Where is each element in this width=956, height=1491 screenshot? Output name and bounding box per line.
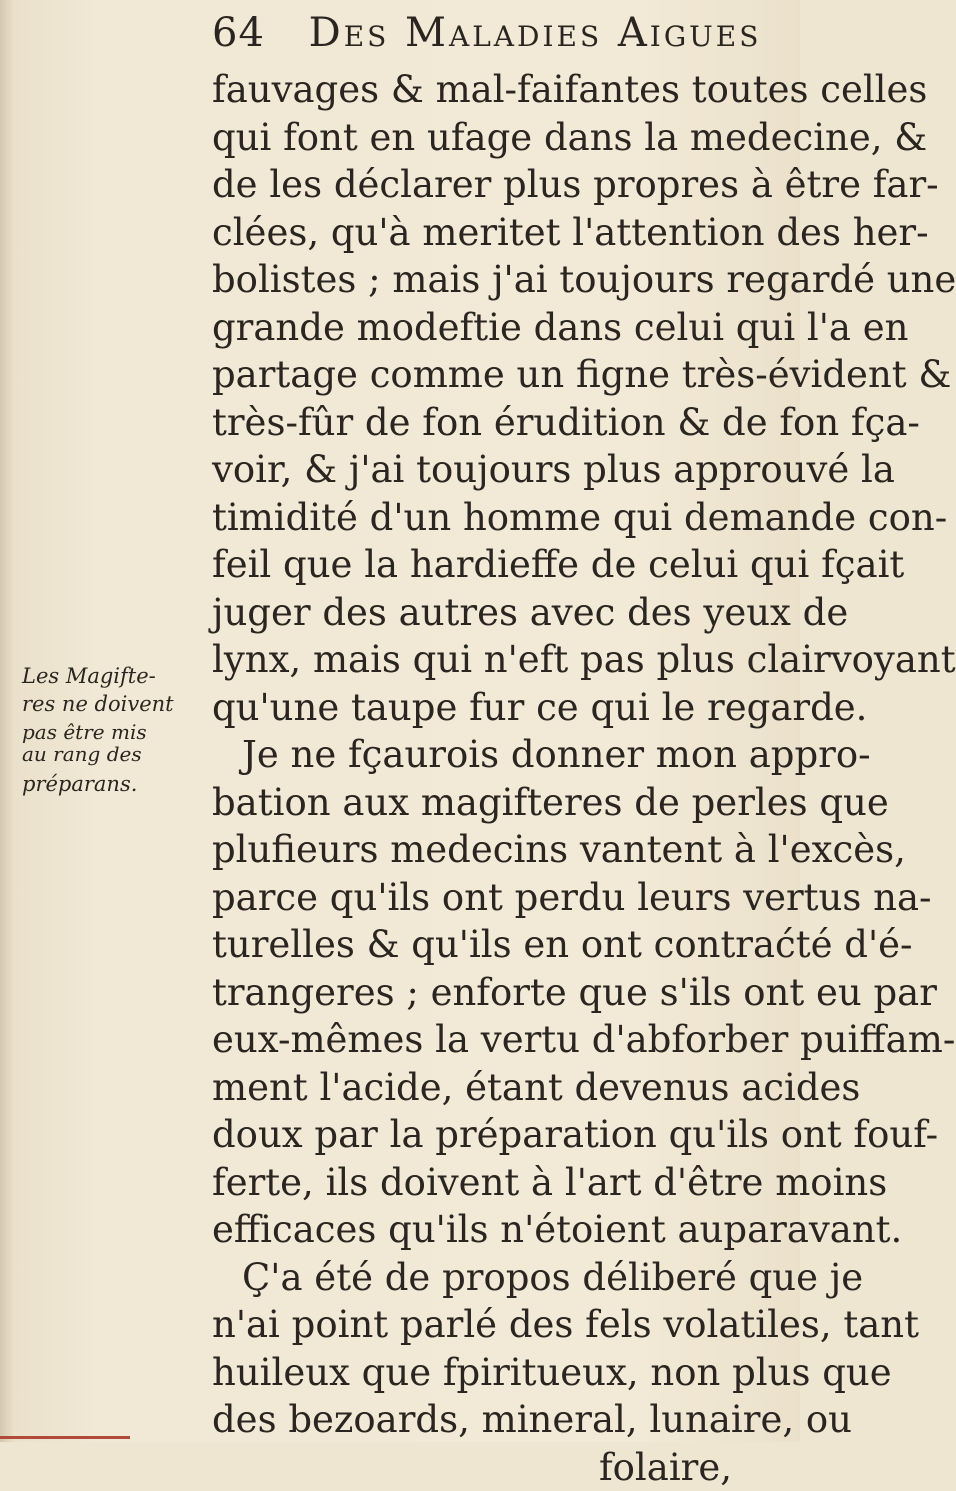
paragraph-start-line: Ç'a été de propos déliberé que je — [212, 1254, 772, 1302]
text-line: grande modeftie dans celui qui l'a en — [212, 304, 772, 352]
text-line: des bezoards, mineral, lunaire, ou — [212, 1396, 772, 1444]
binding-thread — [0, 1436, 130, 1439]
text-line: qu'une taupe fur ce qui le regarde. — [212, 684, 772, 732]
text-line: trangeres ; enforte que s'ils ont eu par — [212, 969, 772, 1017]
text-line: qui font en ufage dans la medecine, & — [212, 114, 772, 162]
text-line: voir, & j'ai toujours plus approuvé la — [212, 446, 772, 494]
text-line: efficaces qu'ils n'étoient auparavant. — [212, 1206, 772, 1254]
text-line: partage comme un figne très-évident & — [212, 351, 772, 399]
page-edge-shadow — [0, 0, 14, 1442]
margin-note-line: pas être mis — [22, 722, 182, 744]
text-line: plufieurs medecins vantent à l'excès, — [212, 826, 772, 874]
text-line: bolistes ; mais j'ai toujours regardé une — [212, 256, 772, 304]
margin-note-line: Les Magifte- — [22, 666, 182, 688]
text-line: feil que la hardieffe de celui qui fçait — [212, 541, 772, 589]
text-line: lynx, mais qui n'eft pas plus clairvoyant — [212, 636, 772, 684]
text-line: doux par la préparation qu'ils ont fouf- — [212, 1111, 772, 1159]
text-line: turelles & qu'ils en ont contraćté d'é- — [212, 921, 772, 969]
text-line: juger des autres avec des yeux de — [212, 589, 772, 637]
text-line: clées, qu'à meritet l'attention des her- — [212, 209, 772, 257]
margin-note-line: préparans. — [22, 774, 182, 796]
running-title: Des Maladies Aigues — [309, 10, 762, 56]
text-line: timidité d'un homme qui demande con- — [212, 494, 772, 542]
text-line: très-fûr de fon érudition & de fon fça- — [212, 399, 772, 447]
text-line: parce qu'ils ont perdu leurs vertus na- — [212, 874, 772, 922]
page-number: 64 — [212, 10, 265, 56]
main-text-block — [212, 66, 772, 1491]
text-line: huileux que fpiritueux, non plus que — [212, 1349, 772, 1397]
margin-note-line: au rang des — [22, 744, 182, 766]
page-header — [212, 10, 761, 56]
text-line: bation aux magifteres de perles que — [212, 779, 772, 827]
text-line: ferte, ils doivent à l'art d'être moins — [212, 1159, 772, 1207]
text-line: ment l'acide, étant devenus acides — [212, 1064, 772, 1112]
margin-note-line: res ne doivent — [22, 694, 182, 716]
text-line: de les déclarer plus propres à être far- — [212, 161, 772, 209]
catchword: folaire, — [212, 1444, 772, 1491]
margin-note — [22, 666, 182, 796]
text-line: fauvages & mal-faifantes toutes celles — [212, 66, 772, 114]
paragraph-start-line: Je ne fçaurois donner mon appro- — [212, 731, 772, 779]
text-line: n'ai point parlé des fels volatiles, tant — [212, 1301, 772, 1349]
text-line: eux-mêmes la vertu d'abforber puiffam- — [212, 1016, 772, 1064]
